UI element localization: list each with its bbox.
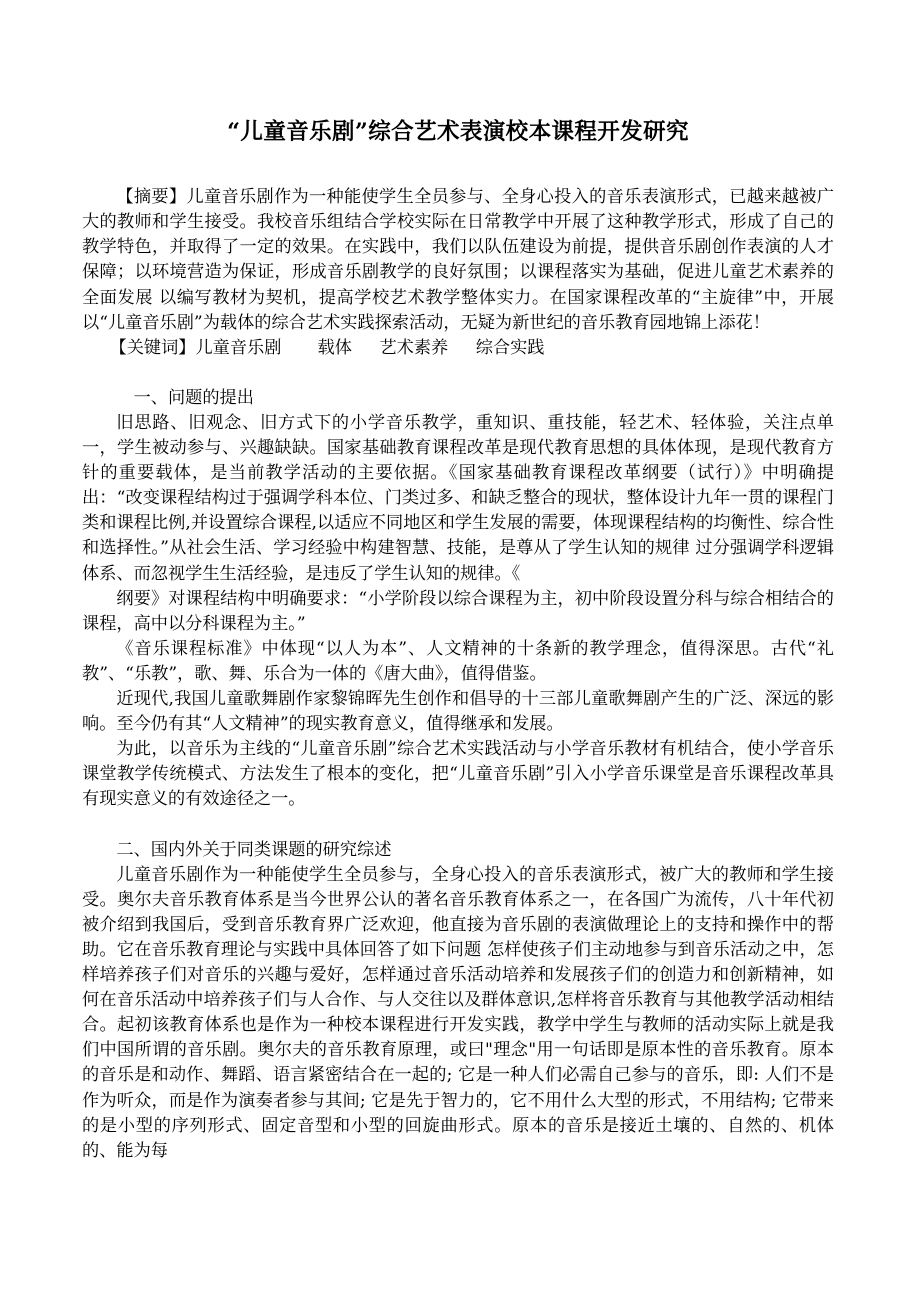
section-1-paragraph-3: 《音乐课程标准》中体现“以人为本”、人文精神的十条新的教学理念，值得深思。古代“礼教”、“乐教”，歌、舞、乐合为一体的《唐大曲》，值得借鉴。 — [82, 638, 834, 684]
abstract-paragraph — [82, 185, 834, 336]
section-1-paragraph-4: 近现代,我国儿童歌舞剧作家黎锦晖先生创作和倡导的十三部儿童歌舞剧产生的广泛、深远的影响。至今仍有其“人文精神”的现实教育意义，值得继承和发展。 — [82, 689, 834, 735]
section-heading-2: 二、国内外关于同类课题的研究综述 — [116, 839, 392, 860]
title-spacer — [82, 146, 834, 185]
keyword-item-2: 载体 — [317, 337, 352, 358]
section-heading-1: 一、问题的提出 — [133, 387, 254, 408]
abstract-label: 【摘要】 — [116, 187, 187, 208]
keyword-item-4: 综合实践 — [475, 337, 545, 358]
page-title: “儿童音乐剧”综合艺术表演校本课程开发研究 — [227, 119, 689, 145]
document-body — [82, 0, 834, 1164]
section-spacer-2 — [82, 812, 834, 837]
section-1-paragraph-5: 为此，以音乐为主线的“儿童音乐剧”综合艺术实践活动与小学音乐教材有机结合，使小学音乐课堂教学传统模式、方法发生了根本的变化，把“儿童音乐剧”引入小学音乐课堂是音乐课程改革具有现实意义的有效途径之一。 — [82, 739, 834, 810]
keywords-paragraph — [82, 336, 834, 361]
section-1-paragraph-2: 纲要》对课程结构中明确要求：“小学阶段以综合课程为主，初中阶段设置分科与综合相结合的课程，高中以分科课程为主。” — [82, 588, 834, 634]
section-2-paragraph-1: 儿童音乐剧作为一种能使学生全员参与，全身心投入的音乐表演形式，被广大的教师和学生接受。奥尔夫音乐教育体系是当今世界公认的著名音乐教育体系之一，在各国广为流传，八十年代初被介绍到我国后，受到音乐教育界广泛欢迎，他直接为音乐剧的表演做理论上的支持和操作中的帮助。它在音乐教育理论与实践中具体回答了如下问题 怎样使孩子们主动地参与到音乐活动之中，怎样培养孩子们对音乐的兴趣与爱好，怎样通过音乐活动培养和发展孩子们的创造力和创新精神，如何在音乐活动中培养孩子们与人合作、与人交往以及群体意识,怎样将音乐教育与其他教学活动相结合。起初该教育体系也是作为一种校本课程进行开发实践，教学中学生与教师的活动实际上就是我们中国所谓的音乐剧。奥尔夫的音乐教育原理，或曰"理念"用一句话即是原本性的音乐教育。原本的音乐是和动作、舞蹈、语言紧密结合在一起的; 它是一种人们必需自己参与的音乐，即: 人们不是作为听众，而是作为演奏者参与其间; 它是先于智力的，它不用什么大型的形式，不用结构; 它带来的是小型的序列形式、固定音型和小型的回旋曲形式。原本的音乐是接近土壤的、自然的、机体的、能为每 — [82, 864, 834, 1161]
section-spacer-1 — [82, 361, 834, 386]
section-1-paragraph-1: 旧思路、旧观念、旧方式下的小学音乐教学，重知识、重技能，轻艺术、轻体验，关注点单一，学生被动参与、兴趣缺缺。国家基础教育课程改革是现代教育思想的具体体现，是现代教育方针的重要载体，是当前教学活动的主要依据。《国家基础教育课程改革纲要（试行）》中明确提出：“改变课程结构过于强调学科本位、门类过多、和缺乏整合的现状，整体设计九年一贯的课程门类和课程比例,并设置综合课程,以适应不同地区和学生发展的需要，体现课程结构的均衡性、综合性和选择性。”从社会生活、学习经验中构建智慧、技能，是尊从了学生认知的规律 过分强调学科逻辑体系、而忽视学生生活经验，是违反了学生认知的规律。《 — [82, 412, 834, 584]
keyword-item-3: 艺术素养 — [379, 337, 449, 358]
abstract-text: 儿童音乐剧作为一种能使学生全员参与、全身心投入的音乐表演形式，已越来越被广大的教师和学生接受。我校音乐组结合学校实际在日常教学中开展了这种教学形式，形成了自己的教学特色，并取得了一定的效果。在实践中，我们以队伍建设为前提，提供音乐剧创作表演的人才保障；以环境营造为保证，形成音乐剧教学的良好氛围；以课程落实为基础，促进儿童艺术素养的全面发展 以编写教材为契机，提高学校艺术教学整体实力。在国家课程改革的“主旋律”中，开展以“儿童音乐剧”为载体的综合艺术实践探索活动，无疑为新世纪的音乐教育园地锦上添花！ — [82, 187, 834, 333]
keywords-label: 【关键词】 — [109, 337, 196, 358]
keyword-item-1: 儿童音乐剧 — [195, 337, 282, 358]
